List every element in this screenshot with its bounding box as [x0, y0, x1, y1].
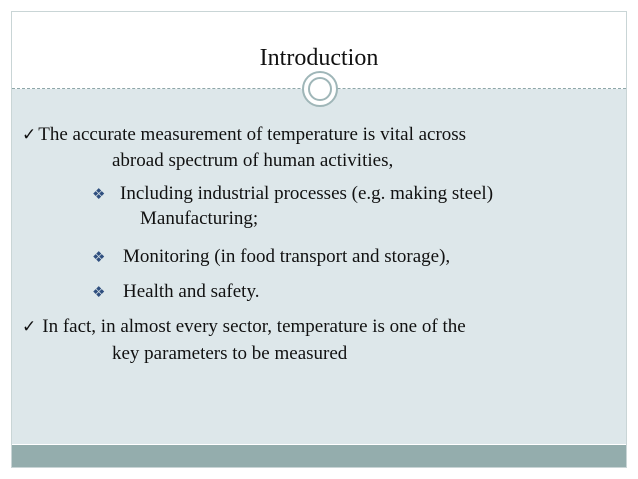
diamond-bullet-icon: ❖	[92, 248, 106, 266]
bullet-5-line-2: key parameters to be measured	[112, 343, 348, 364]
checkmark-icon: ✓	[22, 125, 37, 145]
bullet-text: The accurate measurement of temperature is vital across	[38, 124, 467, 145]
checkmark-icon: ✓	[22, 317, 37, 337]
bullet-1-line-1	[22, 124, 466, 146]
bullet-text: Monitoring (in food transport and storage),	[123, 246, 451, 267]
bottom-band	[12, 445, 626, 467]
bullet-1-line-2: abroad spectrum of human activities,	[112, 150, 394, 171]
bullet-text: Including industrial processes (e.g. making steel)	[120, 183, 494, 204]
bullet-2-line-1	[92, 183, 493, 205]
bullet-3-line-1	[92, 246, 450, 268]
bullet-text: In fact, in almost every sector, temperature is one of the	[42, 316, 466, 337]
content-area	[12, 89, 626, 444]
slide-title: Introduction	[259, 45, 379, 71]
bullet-text: Health and safety.	[123, 281, 260, 302]
bullet-5-line-1	[22, 316, 466, 338]
bullet-4-line-1	[92, 281, 259, 303]
bullet-2-line-2: Manufacturing;	[140, 208, 259, 229]
diamond-bullet-icon: ❖	[92, 283, 106, 301]
double-ring-icon	[302, 71, 338, 107]
diamond-bullet-icon: ❖	[92, 185, 106, 203]
